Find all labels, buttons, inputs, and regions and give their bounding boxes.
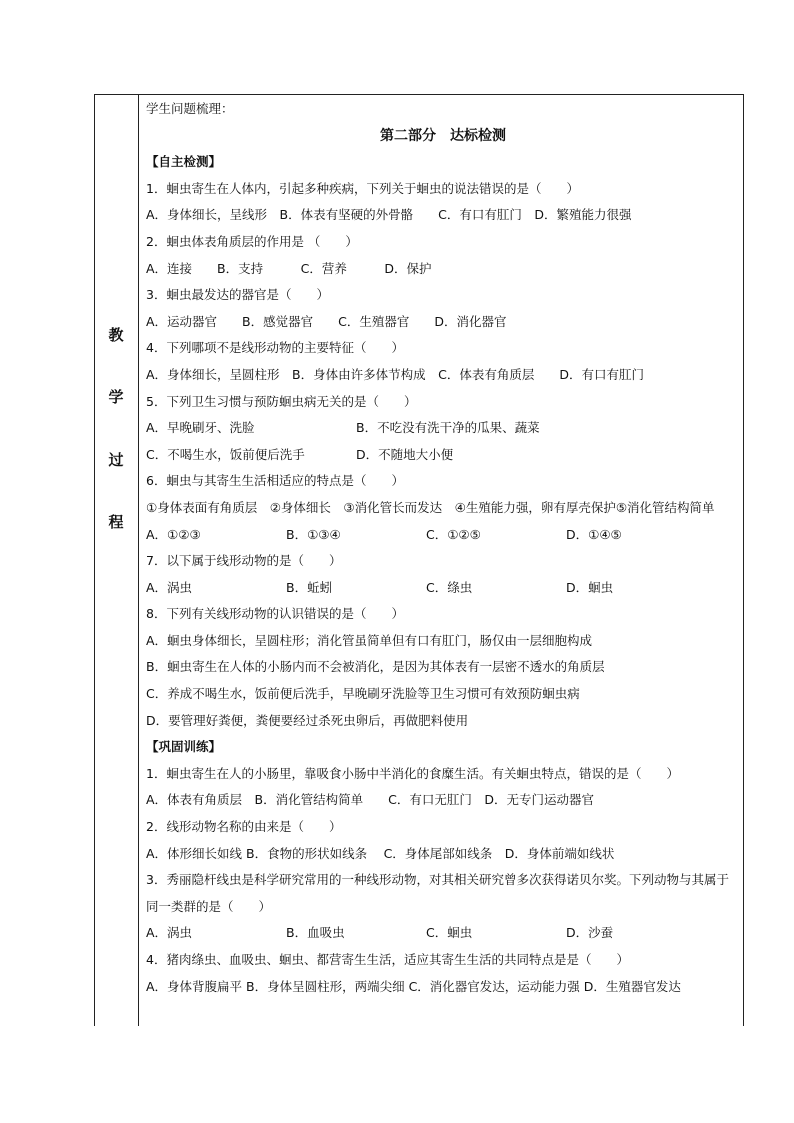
content-column <box>146 96 740 1000</box>
p3-options <box>146 920 740 947</box>
side-label-char-1: 教 <box>108 326 124 344</box>
side-label-char-4: 程 <box>108 513 124 531</box>
p3-option-a: A．涡虫 <box>146 925 193 941</box>
q4-stem: 4．下列哪项不是线形动物的主要特征（ ） <box>146 340 404 356</box>
q5-option-a: A．早晚刷牙、洗脸 <box>146 420 255 436</box>
q6-option-c: C．①②⑤ <box>426 526 481 542</box>
q6-option-a: A．①②③ <box>146 526 201 542</box>
q4-options: A．身体细长，呈圆柱形 B．身体由许多体节构成 C．体表有角质层 D．有口有肛门 <box>146 366 644 382</box>
p3-option-b: B．血吸虫 <box>286 925 345 941</box>
q8-option-c: C．养成不喝生水，饭前便后洗手，早晚刷牙洗脸等卫生习惯可有效预防蛔虫病 <box>146 686 580 702</box>
side-label-char-3: 过 <box>108 451 124 469</box>
q1-options: A．身体细长，呈线形 B．体表有坚硬的外骨骼 C．有口有肛门 D．繁殖能力很强 <box>146 207 632 223</box>
q3-options: A．运动器官 B．感觉器官 C．生殖器官 D．消化器官 <box>146 313 507 329</box>
student-notes-label: 学生问题梳理： <box>146 101 234 116</box>
q7-option-a: A．涡虫 <box>146 579 193 595</box>
q5-option-c: C．不喝生水，饭前便后洗手 <box>146 446 305 462</box>
p1-options: A．体表有角质层 B．消化管结构简单 C．有口无肛门 D．无专门运动器官 <box>146 792 594 808</box>
q5-options-row2 <box>146 442 740 469</box>
q7-option-b: B．蚯蚓 <box>286 579 333 595</box>
p1-stem: 1．蛔虫寄生在人的小肠里，靠吸食小肠中半消化的食糜生活。有关蛔虫特点，错误的是（ ） <box>146 765 679 781</box>
p3-option-c: C．蛔虫 <box>426 925 473 941</box>
q7-option-c: C．绦虫 <box>426 579 473 595</box>
q2-stem: 2．蛔虫体表角质层的作用是 （ ） <box>146 233 358 249</box>
q7-options <box>146 575 740 602</box>
p2-stem: 2．线形动物名称的由来是（ ） <box>146 819 342 835</box>
q7-stem: 7．以下属于线形动物的是（ ） <box>146 553 342 569</box>
q8-option-d: D．要管理好粪便，粪便要经过杀死虫卵后，再做肥料使用 <box>146 712 469 728</box>
p2-options: A．体形细长如线 B．食物的形状如线条 C．身体尾部如线条 D．身体前端如线状 <box>146 845 615 861</box>
section-title: 第二部分 达标检测 <box>380 127 506 144</box>
q5-options-row1 <box>146 415 740 442</box>
q6-option-b: B．①③④ <box>286 526 341 542</box>
q1-stem: 1．蛔虫寄生在人体内，引起多种疾病，下列关于蛔虫的说法错误的是（ ） <box>146 180 579 196</box>
q7-option-d: D．蛔虫 <box>566 579 614 595</box>
side-label-char-2: 学 <box>108 388 124 406</box>
q5-option-d: D．不随地大小便 <box>356 446 454 462</box>
q6-options <box>146 522 740 549</box>
q3-stem: 3．蛔虫最发达的器官是（ ） <box>146 287 329 303</box>
q8-option-b: B．蛔虫寄生在人体的小肠内而不会被消化，是因为其体表有一层密不透水的角质层 <box>146 659 605 675</box>
p4-options: A．身体背腹扁平 B．身体呈圆柱形，两端尖细 C．消化器官发达，运动能力强 D．生殖器官发达 <box>146 978 681 994</box>
column-divider <box>138 94 139 1026</box>
q5-option-b: B．不吃没有洗干净的瓜果、蔬菜 <box>356 420 540 436</box>
p3-option-d: D．沙蚕 <box>566 925 614 941</box>
practice-heading: 【巩固训练】 <box>146 739 222 755</box>
self-check-heading: 【自主检测】 <box>146 154 222 170</box>
p3-stem: 3．秀丽隐杆线虫是科学研究常用的一种线形动物，对其相关研究曾多次获得诺贝尔奖。下列动物与其属于同一类群的是（ ） <box>146 872 729 914</box>
p4-stem: 4．猪肉绦虫、血吸虫、蛔虫、都营寄生生活，适应其寄生生活的共同特点是是（ ） <box>146 952 629 967</box>
q8-option-a: A．蛔虫身体细长，呈圆柱形；消化管虽简单但有口有肛门，肠仅由一层细胞构成 <box>146 632 593 648</box>
q8-stem: 8．下列有关线形动物的认识错误的是（ ） <box>146 606 404 622</box>
q2-options: A．连接 B．支持 C．营养 D．保护 <box>146 260 432 276</box>
q6-description: ①身体表面有角质层 ②身体细长 ③消化管长而发达 ④生殖能力强，卵有厚壳保护⑤消化管结构简单 <box>146 499 715 515</box>
q5-stem: 5．下列卫生习惯与预防蛔虫病无关的是（ ） <box>146 393 417 409</box>
q6-option-d: D．①④⑤ <box>566 526 622 542</box>
q6-stem: 6．蛔虫与其寄生生活相适应的特点是（ ） <box>146 473 404 489</box>
